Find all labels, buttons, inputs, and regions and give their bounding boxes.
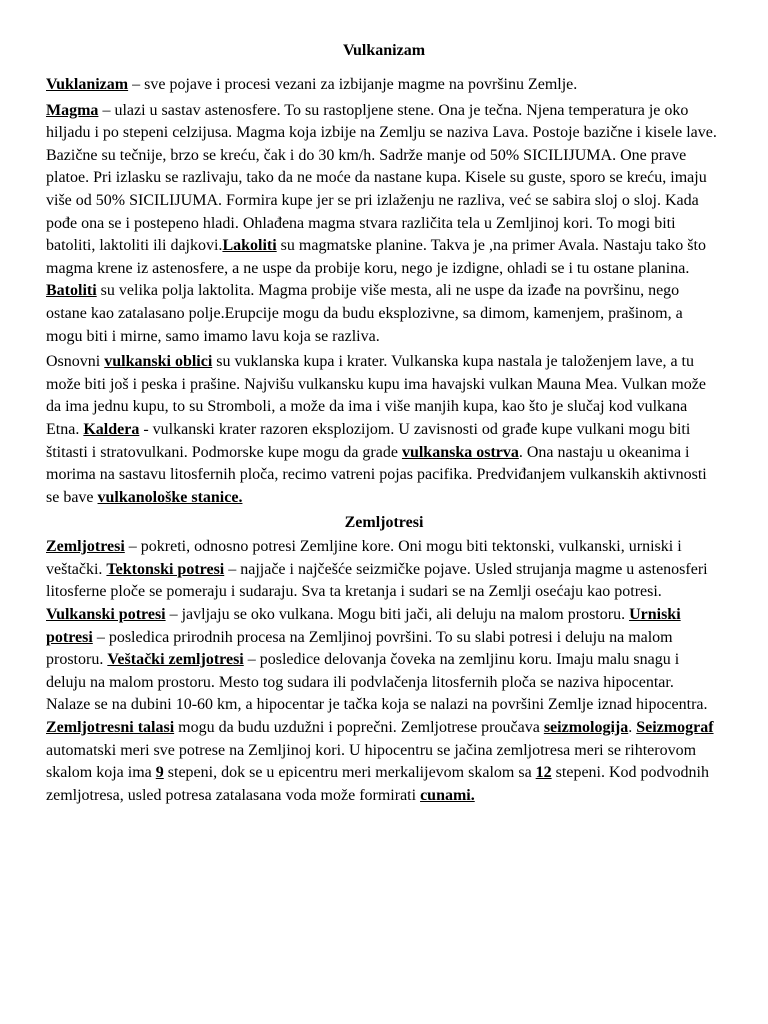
key-term: Kaldera [83, 420, 140, 438]
key-term: vulkanski oblici [104, 353, 213, 371]
paragraph [46, 536, 722, 807]
paragraph-text: stepeni. Kod podvodnih zemljotresa, usled potresa zatalasana voda može formirati [46, 764, 709, 804]
key-term: 9 [155, 764, 164, 782]
section-title-zemljotresi: Zemljotresi [344, 514, 424, 532]
key-term: 12 [535, 764, 552, 782]
paragraph-text: su velika polja laktolita. Magma probije više mesta, ali ne uspe da izađe na površinu, nego ostane kao zatalasano polje.Erupcije mogu da budu eksplozivne, sa dimom, kamenjem, prašinom, a mogu biti i mirne, samo imamo lavu koja se razliva. [46, 282, 683, 345]
key-term: Zemljotresni talasi [46, 719, 175, 737]
key-term: vulkanska ostrva [401, 443, 519, 461]
paragraph-text: su magmatske planine. Takva je ,na primer Avala. Nastaju tako što magma krene iz astenosfere, a ne uspe da probije koru, nego je izdigne, ohladi se i tu ostane planina. [46, 237, 706, 277]
key-term: Batoliti [46, 282, 97, 300]
paragraph-text: – ulazi u sastav astenosfere. To su rastopljene stene. Ona je tečna. Njena temperatura je oko hiljadu i po stepeni celzijusa. Magma koja izbije na Zemlju se naziva Lava. Postoje bazične i kisele lave. Bazične su tečnije, brzo se kreću, čak i do 30 km/h. Sadrže manje od 50% SICILIJUMA. One prave platoe. Pri izlasku se razlivaju, tako da ne moće da nastane kupa. Kisele su guste, sporo se kreću, imaju više od 50% SICILIJUMA. Formira kupe jer se pri izlaženju ne razliva, već se sabira sloj o sloj. Kada pođe ona se i postepeno hladi. Ohlađena magma stvara različita tela u Zemljinoj kori. To mogi biti batoliti, laktoliti ili dajkovi. [46, 101, 717, 255]
key-term: Zemljotresi [46, 538, 125, 556]
paragraph-text: mogu da budu uzdužni i poprečni. Zemljotrese proučava [174, 719, 544, 737]
paragraph-text: . [628, 719, 637, 737]
key-term: Magma [46, 101, 99, 119]
section-title-vulkanizam: Vulkanizam [342, 42, 426, 59]
paragraph [46, 351, 722, 509]
paragraph [46, 74, 722, 97]
paragraph-text: su vuklanska kupa i krater. Vulkanska kupa nastala je taloženjem lave, a tu može biti još i peska i prašine. Najvišu vulkansku kupu ima havajski vulkan Mauna Mea. Vulkan može da ima jednu kupu, to su Stromboli, a može da ima i više manjih kupa, kao što je slučaj kod vulkana Etna. [46, 353, 706, 438]
paragraph-text: – najjače i najčešće seizmičke pojave. Usled strujanja magme u astenosferi litosferne ploče se pomeraju i sudaraju. Sva ta kretanja i sudari se na Zemlji osećaju kao potresi. [46, 560, 708, 601]
key-term: Lakoliti [222, 237, 277, 255]
key-term: cunami. [420, 786, 475, 804]
document-page [46, 40, 722, 810]
paragraph-text: – sve pojave i procesi vezani za izbijanje magme na površinu Zemlje. [128, 76, 578, 93]
key-term: vulkanološke stanice. [97, 488, 243, 506]
paragraph [46, 100, 722, 349]
paragraph-text: automatski meri sve potrese na Zemljinoj kori. U hipocentru se jačina zemljotresa meri se rihterovom skalom koja ima [46, 741, 697, 782]
key-term: Seizmograf [636, 719, 714, 737]
key-term: Vulkanski potresi [46, 606, 166, 624]
paragraph-text: – posledica prirodnih procesa na Zemljinoj površini. To su slabi potresi i deluju na malom prostoru. [46, 628, 673, 669]
key-term: Vuklanizam [46, 76, 129, 93]
paragraph-text: - vulkanski krater razoren eksplozijom. U zavisnosti od građe kupe vulkani mogu biti štitasti i stratovulkani. Podmorske kupe mogu da grade [46, 420, 691, 461]
key-term: Tektonski potresi [106, 560, 225, 578]
key-term: Urniski potresi [46, 606, 681, 646]
paragraph-text: stepeni, dok se u epicentru meri merkalijevom skalom sa [163, 764, 536, 782]
paragraph-text: – javljaju se oko vulkana. Mogu biti jači, ali deluju na malom prostoru. [165, 606, 630, 624]
section-body-vulkanizam [46, 74, 722, 509]
key-term: seizmologija [543, 719, 629, 737]
paragraph-text: . Ona nastaju u okeanima i morima na sastavu litosfernih ploča, recimo vatreni pojas pacifika. Predviđanjem vulkanskih aktivnosti se bave [46, 443, 707, 506]
paragraph-text: – pokreti, odnosno potresi Zemljine kore. Oni mogu biti tektonski, vulkanski, urniski i veštački. [46, 538, 682, 578]
section-body-zemljotresi [46, 536, 722, 807]
paragraph-text: – posledice delovanja čoveka na zemljinu koru. Imaju malu snagu i deluju na malom prostoru. Mesto tog sudara ili podvlačenja litosfernih ploča se naziva hipocentar. Nalaze se na dubini 10-60 km, a hipocentar je tačka koja se nalazi na površini Zemlje iznad hipocentra. [46, 651, 708, 714]
paragraph-text: Osnovni [46, 353, 105, 371]
key-term: Veštački zemljotresi [107, 651, 244, 669]
